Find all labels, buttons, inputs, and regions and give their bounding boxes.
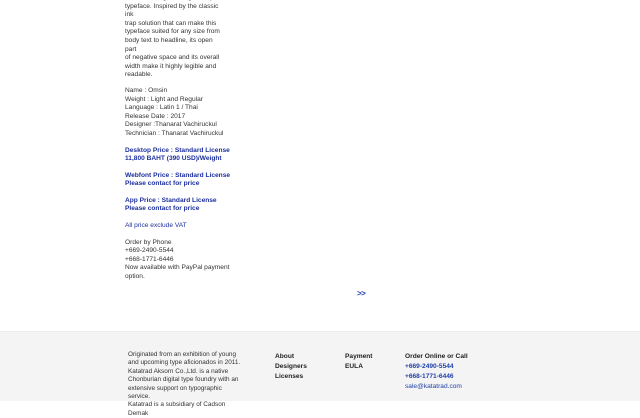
order-phone-2: +668-1771-6446 xyxy=(125,255,174,263)
about-line: Katatrad Aksorn Co.,Ltd. is a native xyxy=(128,367,229,375)
footer-link-licenses[interactable]: Licenses xyxy=(275,373,304,380)
technician: Technician : Thanarat Vachiruckul xyxy=(125,129,224,137)
footer xyxy=(0,331,640,417)
footer-links-secondary xyxy=(345,352,373,372)
order-info xyxy=(125,238,230,282)
footer-link-about[interactable]: About xyxy=(275,353,295,360)
about-line: Originated from an exhibition of young xyxy=(128,351,236,358)
paypal-note: Now available with PayPal payment xyxy=(125,264,230,272)
designer: Designer :Thanarat Vachiruckul xyxy=(125,121,217,129)
about-line: and upcoming type aficionados in 2011. xyxy=(128,359,241,367)
footer-link-payment[interactable]: Payment xyxy=(345,353,373,360)
app-price-value: Please contact for price xyxy=(125,205,200,213)
desktop-price-value: 11,800 BAHT (390 USD)/Weight xyxy=(125,155,222,163)
next-page-link[interactable]: >> xyxy=(357,289,366,298)
font-language: Language : Latin 1 / Thai xyxy=(125,104,198,112)
description-line: typeface. Inspired by the classic ink xyxy=(125,2,219,19)
app-price-title: App Price : Standard License xyxy=(125,196,217,204)
about-line: Chonburian digital type foundry with an xyxy=(128,376,239,384)
description-line: typeface suited for any size from xyxy=(125,28,220,36)
paypal-note-cont: option. xyxy=(125,273,145,281)
font-weight: Weight : Light and Regular xyxy=(125,95,203,103)
product-details xyxy=(125,0,231,282)
contact-phone-2[interactable]: +668-1771-6446 xyxy=(405,373,454,380)
order-phone-1: +669-2490-5544 xyxy=(125,247,174,255)
footer-contact xyxy=(405,352,468,392)
order-by-phone: Order by Phone xyxy=(125,238,172,246)
about-line: extensive support on typographic service. xyxy=(128,384,222,401)
about-line: Katatrad is a subsidiary of Cadson Demak xyxy=(128,401,226,417)
description-line: trap solution that can make this xyxy=(125,19,217,27)
description-line: readable. xyxy=(125,71,153,79)
webfont-price-title: Webfont Price : Standard License xyxy=(125,171,231,179)
vat-note: All price exclude VAT xyxy=(125,222,187,230)
font-name: Name : Omsin xyxy=(125,86,168,94)
description-line: body text to headline, its open part xyxy=(125,36,213,53)
contact-heading: Order Online or Call xyxy=(405,353,468,360)
description-line: of negative space and its overall xyxy=(125,54,220,62)
footer-link-designers[interactable]: Designers xyxy=(275,363,307,370)
contact-email[interactable]: sale@katatrad.com xyxy=(405,383,462,390)
typeface-description xyxy=(125,0,225,80)
release-date: Release Date : 2017 xyxy=(125,112,186,120)
font-info xyxy=(125,87,225,139)
description-line: width make it highly legible and xyxy=(125,62,217,70)
desktop-price-title: Desktop Price : Standard License xyxy=(125,146,230,154)
footer-links-primary xyxy=(275,352,307,382)
contact-phone-1[interactable]: +669-2490-5544 xyxy=(405,363,454,370)
footer-link-eula[interactable]: EULA xyxy=(345,363,363,370)
webfont-price-value: Please contact for price xyxy=(125,180,200,188)
footer-about-text xyxy=(128,351,244,418)
